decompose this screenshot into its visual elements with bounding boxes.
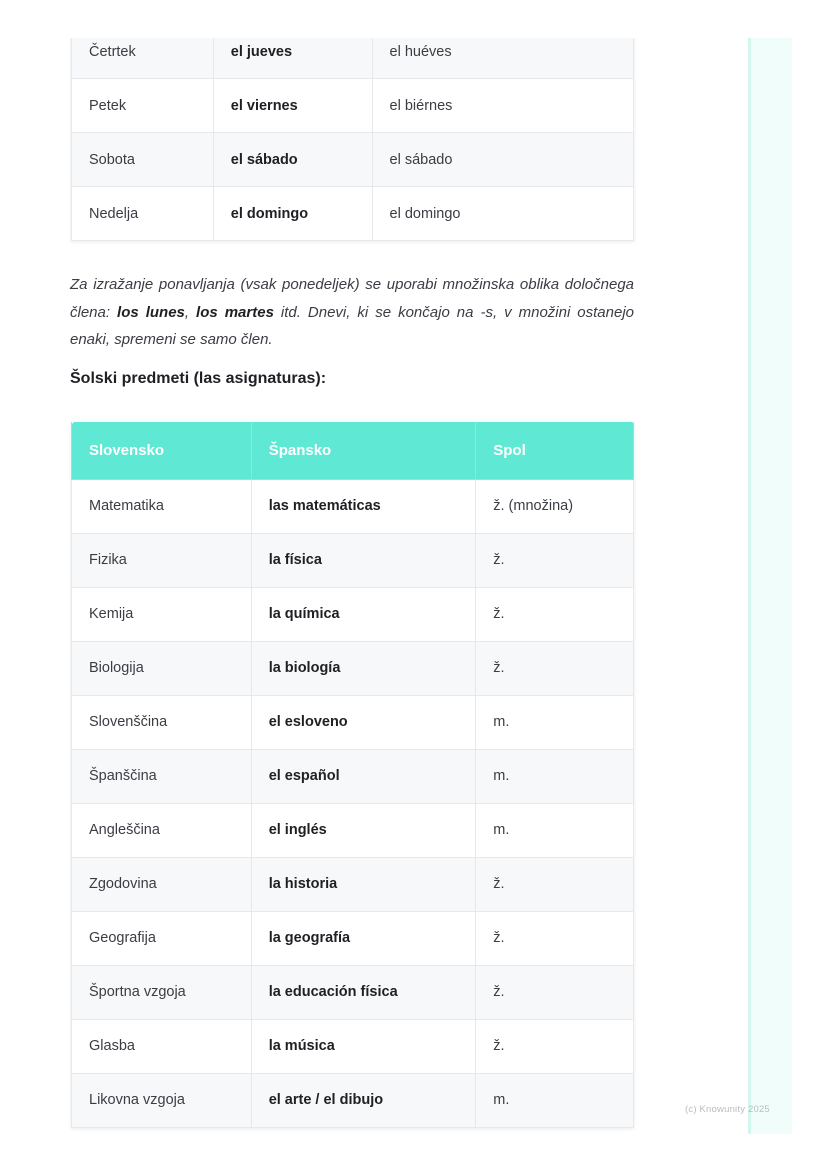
table-row [72, 1019, 634, 1073]
section-title-school-subjects: Šolski predmeti (las asignaturas): [70, 370, 327, 387]
slovene-cell: Slovenščina [72, 695, 252, 749]
table-header-row [72, 422, 634, 479]
column-header-gender: Spol [476, 422, 634, 479]
spanish-cell: el sábado [213, 133, 372, 187]
spanish-cell: la historia [251, 857, 476, 911]
note-example-los-martes: los martes [196, 303, 274, 321]
subjects-table [71, 422, 634, 1128]
plural-note [70, 271, 634, 354]
spanish-cell: el domingo [213, 187, 372, 241]
spanish-cell: el esloveno [251, 695, 476, 749]
table-row [72, 695, 634, 749]
slovene-cell: Fizika [72, 533, 252, 587]
gender-cell: m. [476, 1073, 634, 1127]
table-row [72, 803, 634, 857]
spanish-cell: la geografía [251, 911, 476, 965]
watermark: (c) Knowunity 2025 [685, 1104, 770, 1115]
spanish-cell: las matemáticas [251, 479, 476, 533]
slovene-cell: Nedelja [72, 187, 214, 241]
slovene-cell: Kemija [72, 587, 252, 641]
gender-cell: ž. [476, 911, 634, 965]
table-row [72, 1073, 634, 1127]
spanish-cell: la música [251, 1019, 476, 1073]
slovene-cell: Geografija [72, 911, 252, 965]
slovene-cell: Likovna vzgoja [72, 1073, 252, 1127]
gender-cell: ž. [476, 587, 634, 641]
slovene-cell: Biologija [72, 641, 252, 695]
spanish-cell: el jueves [213, 38, 372, 79]
gender-cell: m. [476, 749, 634, 803]
slovene-cell: Četrtek [72, 38, 214, 79]
spanish-cell: la física [251, 533, 476, 587]
table-row [72, 38, 634, 79]
pronunciation-cell: el domingo [372, 187, 633, 241]
gender-cell: m. [476, 803, 634, 857]
note-text: Za izražanje ponavljanja (vsak ponedeljek) se uporabi množinska oblika določnega člena: [70, 276, 634, 321]
column-header-spanish: Špansko [251, 422, 476, 479]
document-page [0, 38, 748, 1134]
spanish-cell: la química [251, 587, 476, 641]
note-example-los-lunes: los lunes [117, 303, 185, 321]
slovene-cell: Matematika [72, 479, 252, 533]
spanish-cell: el español [251, 749, 476, 803]
gender-cell: ž. [476, 533, 634, 587]
gender-cell: m. [476, 695, 634, 749]
table-row [72, 857, 634, 911]
pronunciation-cell: el biérnes [372, 79, 633, 133]
pronunciation-cell: el huéves [372, 38, 633, 79]
table-row [72, 749, 634, 803]
spanish-cell: la educación física [251, 965, 476, 1019]
note-separator: , [184, 303, 197, 321]
days-table [71, 38, 634, 241]
slovene-cell: Športna vzgoja [72, 965, 252, 1019]
table-row [72, 587, 634, 641]
spanish-cell: el arte / el dibujo [251, 1073, 476, 1127]
table-row [72, 187, 634, 241]
table-row [72, 533, 634, 587]
gender-cell: ž. [476, 965, 634, 1019]
slovene-cell: Angleščina [72, 803, 252, 857]
spanish-cell: el viernes [213, 79, 372, 133]
table-row [72, 641, 634, 695]
table-row [72, 133, 634, 187]
note-text-end: itd. Dnevi, ki se končajo na -s, v množini ostanejo enaki, spremeni se samo člen. [70, 303, 634, 348]
table-row [72, 79, 634, 133]
slovene-cell: Zgodovina [72, 857, 252, 911]
gender-cell: ž. [476, 641, 634, 695]
side-panel [748, 38, 792, 1134]
table-row [72, 479, 634, 533]
spanish-cell: el inglés [251, 803, 476, 857]
slovene-cell: Španščina [72, 749, 252, 803]
slovene-cell: Petek [72, 79, 214, 133]
slovene-cell: Sobota [72, 133, 214, 187]
pronunciation-cell: el sábado [372, 133, 633, 187]
column-header-slovene: Slovensko [72, 422, 252, 479]
gender-cell: ž. [476, 857, 634, 911]
spanish-cell: la biología [251, 641, 476, 695]
gender-cell: ž. (množina) [476, 479, 634, 533]
table-row [72, 911, 634, 965]
slovene-cell: Glasba [72, 1019, 252, 1073]
gender-cell: ž. [476, 1019, 634, 1073]
table-row [72, 965, 634, 1019]
